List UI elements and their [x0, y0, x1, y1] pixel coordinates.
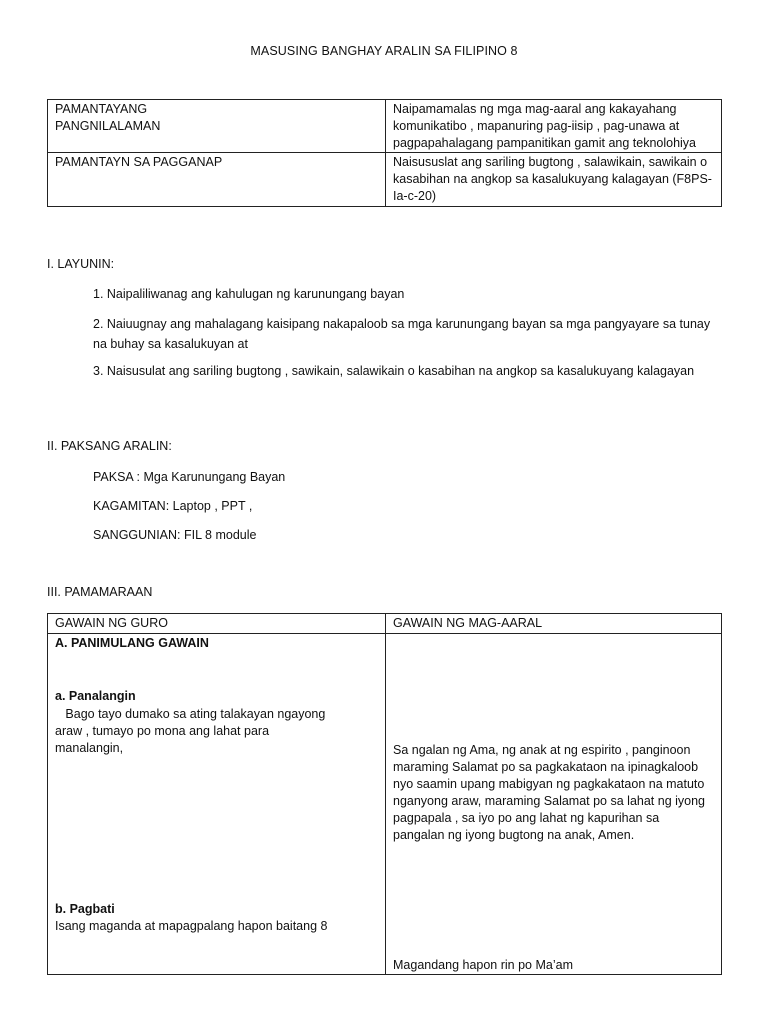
panalangin-heading: a. Panalangin	[55, 689, 136, 703]
section-heading-layunin: I. LAYUNIN:	[47, 257, 115, 271]
table-header-row	[48, 614, 722, 634]
label-line: PANGNILALAMAN	[55, 119, 161, 133]
panalangin-teacher-line: araw , tumayo po mona ang lahat para	[55, 724, 270, 738]
student-activities-cell	[386, 634, 722, 975]
teacher-activities-cell	[48, 634, 386, 975]
content-standard-label	[48, 100, 386, 153]
pagbati-teacher-text: Isang maganda at mapagpalang hapon baitang 8	[55, 919, 328, 933]
content-standard-value: Naipamamalas ng mga mag-aaral ang kakayahang komunikatibo , mapanuring pag-iisip , pag-unawa at pagpapahalagang pampanitikan gamit ang teknolohiya	[386, 100, 722, 153]
label-line: PAMANTAYANG	[55, 102, 148, 116]
materials-item: KAGAMITAN: Laptop , PPT ,	[93, 499, 253, 513]
pagbati-student-text: Magandang hapon rin po Ma’am	[393, 958, 573, 972]
standards-table	[47, 99, 722, 207]
panalangin-student-text: Sa ngalan ng Ama, ng anak at ng espirito , panginoon maraming Salamat po sa pagkakataon na ipinagkaloob nyo saamin upang mabigyan ng pagkakataon na matuto nganyong araw, maraming Salamat po sa lahat ng iyong pagpapala , sa iyo po ang lahat ng kapurihan sa pangalan ng iyong bugtong na anak, Amen.	[393, 743, 705, 842]
objective-item: 3. Naisusulat ang sariling bugtong , sawikain, salawikain o kasabihan na angkop sa kasalukuyang kalagayan	[93, 364, 695, 378]
objective-item: 2. Naiuugnay ang mahalagang kaisipang nakapaloob sa mga karunungang bayan sa mga pangyayare sa tunay na buhay sa kasalukuyan at	[93, 317, 711, 351]
pagbati-heading: b. Pagbati	[55, 902, 115, 916]
table-row	[48, 100, 722, 153]
teacher-column-header: GAWAIN NG GURO	[48, 614, 386, 634]
procedure-table	[47, 613, 722, 975]
reference-item: SANGGUNIAN: FIL 8 module	[93, 528, 257, 542]
performance-standard-value: Naisususlat ang sariling bugtong , salawikain, sawikain o kasabihan na angkop sa kasalukuyang kalagayan (F8PS-Ia-c-20)	[386, 153, 722, 207]
objective-item: 1. Naipaliliwanag ang kahulugan ng karunungang bayan	[93, 287, 405, 301]
section-heading-paksang-aralin: II. PAKSANG ARALIN:	[47, 439, 172, 453]
label-line: PAMANTAYN SA PAGGANAP	[55, 155, 223, 169]
document-title: MASUSING BANGHAY ARALIN SA FILIPINO 8	[250, 44, 518, 58]
panalangin-teacher-line: Bago tayo dumako sa ating talakayan ngayong	[55, 707, 326, 721]
part-a-heading: A. PANIMULANG GAWAIN	[55, 636, 209, 650]
performance-standard-label	[48, 153, 386, 207]
panalangin-teacher-line: manalangin,	[55, 741, 124, 755]
section-heading-pamamaraan: III. PAMAMARAAN	[47, 585, 153, 599]
topic-item: PAKSA : Mga Karunungang Bayan	[93, 470, 286, 484]
table-row	[48, 153, 722, 207]
table-row	[48, 634, 722, 975]
student-column-header: GAWAIN NG MAG-AARAL	[386, 614, 722, 634]
